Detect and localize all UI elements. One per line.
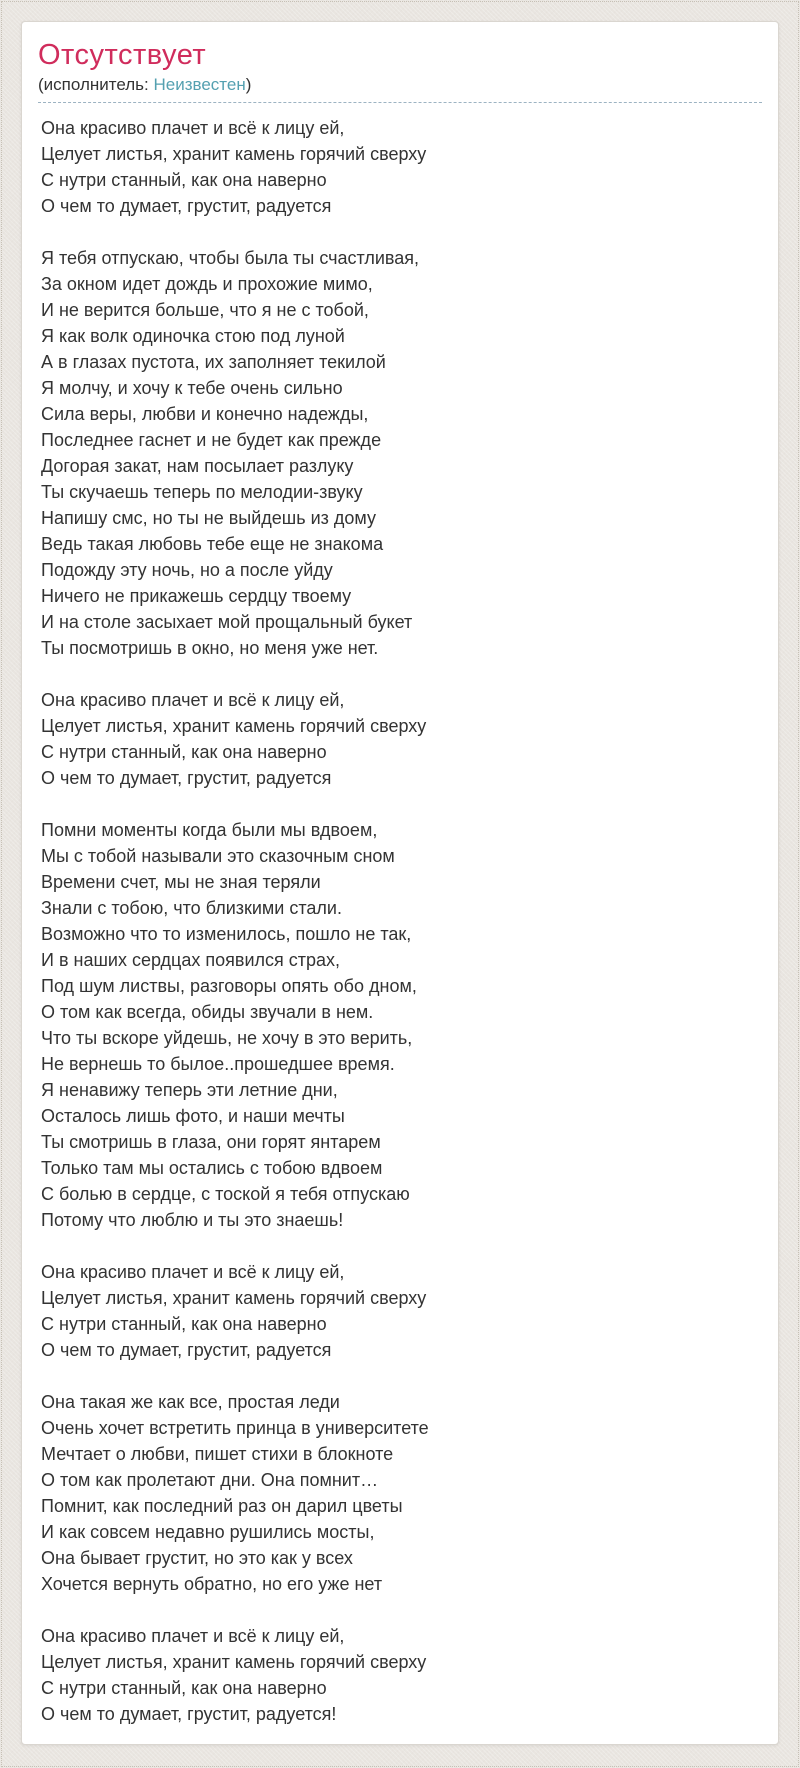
lyric-line: Очень хочет встретить принца в университете — [41, 1418, 429, 1438]
lyric-line: Я как волк одиночка стою под луной — [41, 326, 345, 346]
lyric-line: Я тебя отпускаю, чтобы была ты счастливая, — [41, 248, 420, 268]
lyric-line: Ничего не прикажешь сердцу твоему — [41, 586, 352, 606]
lyric-line: Целует листья, хранит камень горячий сверху — [41, 1652, 427, 1672]
lyric-line: Она красиво плачет и всё к лицу ей, — [41, 118, 345, 138]
lyric-line: Она бывает грустит, но это как у всех — [41, 1548, 353, 1568]
lyric-line: С нутри станный, как она наверно — [41, 1678, 327, 1698]
lyric-line: С болью в сердце, с тоской я тебя отпускаю — [41, 1184, 410, 1204]
lyric-line: Она такая же как все, простая леди — [41, 1392, 340, 1412]
lyric-line: С нутри станный, как она наверно — [41, 1314, 327, 1334]
lyric-line: О том как всегда, обиды звучали в нем. — [41, 1002, 374, 1022]
stanza — [41, 817, 762, 1233]
lyric-line: О чем то думает, грустит, радуется — [41, 768, 332, 788]
lyric-line: Целует листья, хранит камень горячий сверху — [41, 716, 427, 736]
lyric-line: Целует листья, хранит камень горячий сверху — [41, 1288, 427, 1308]
artist-subtitle — [38, 74, 762, 95]
lyric-line: Ты смотришь в глаза, они горят янтарем — [41, 1132, 381, 1152]
lyric-line: Подожду эту ночь, но а после уйду — [41, 560, 333, 580]
lyric-line: Времени счет, мы не зная теряли — [41, 872, 321, 892]
lyric-line: Ведь такая любовь тебе еще не знакома — [41, 534, 384, 554]
lyric-line: Под шум листвы, разговоры опять обо дном, — [41, 976, 417, 996]
lyric-line: Целует листья, хранит камень горячий сверху — [41, 144, 427, 164]
lyric-line: Помни моменты когда были мы вдвоем, — [41, 820, 378, 840]
lyrics-card — [21, 21, 779, 1745]
lyric-line: О чем то думает, грустит, радуется — [41, 196, 332, 216]
lyric-line: Последнее гаснет и не будет как прежде — [41, 430, 382, 450]
lyric-line: А в глазах пустота, их заполняет текилой — [41, 352, 386, 372]
lyric-line: Она красиво плачет и всё к лицу ей, — [41, 1626, 345, 1646]
lyric-line: Догорая закат, нам посылает разлуку — [41, 456, 354, 476]
lyric-line: Только там мы остались с тобою вдвоем — [41, 1158, 383, 1178]
lyric-line: Не вернешь то былое..прошедшее время. — [41, 1054, 395, 1074]
lyric-line: Что ты вскоре уйдешь, не хочу в это верить, — [41, 1028, 413, 1048]
lyric-line: Я ненавижу теперь эти летние дни, — [41, 1080, 338, 1100]
lyric-line: С нутри станный, как она наверно — [41, 170, 327, 190]
lyric-line: С нутри станный, как она наверно — [41, 742, 327, 762]
stanza — [41, 245, 762, 661]
stanza — [41, 687, 762, 791]
stanza — [41, 1623, 762, 1727]
lyric-line: И в наших сердцах появился страх, — [41, 950, 341, 970]
stanza — [41, 1389, 762, 1597]
lyric-line: Она красиво плачет и всё к лицу ей, — [41, 1262, 345, 1282]
lyric-line: Мечтает о любви, пишет стихи в блокноте — [41, 1444, 394, 1464]
lyric-line: И на столе засыхает мой прощальный букет — [41, 612, 413, 632]
lyric-line: Ты скучаешь теперь по мелодии-звуку — [41, 482, 363, 502]
lyric-line: Мы с тобой называли это сказочным сном — [41, 846, 395, 866]
lyric-line: Сила веры, любви и конечно надежды, — [41, 404, 369, 424]
subtitle-suffix: ) — [245, 75, 252, 94]
stanza — [41, 1259, 762, 1363]
lyric-line: Осталось лишь фото, и наши мечты — [41, 1106, 345, 1126]
lyric-line: Знали с тобою, что близкими стали. — [41, 898, 342, 918]
subtitle-prefix: (исполнитель: — [38, 75, 154, 94]
lyric-line: Она красиво плачет и всё к лицу ей, — [41, 690, 345, 710]
stanza — [41, 115, 762, 219]
lyric-line: Потому что люблю и ты это знаешь! — [41, 1210, 344, 1230]
lyrics-text — [38, 103, 762, 1727]
lyric-line: О чем то думает, грустит, радуется — [41, 1340, 332, 1360]
lyric-line: Возможно что то изменилось, пошло не так, — [41, 924, 412, 944]
lyric-line: О том как пролетают дни. Она помнит… — [41, 1470, 379, 1490]
song-title: Отсутствует — [38, 39, 207, 71]
lyric-line: Ты посмотришь в окно, но меня уже нет. — [41, 638, 379, 658]
lyric-line: За окном идет дождь и прохожие мимо, — [41, 274, 373, 294]
lyric-line: И не верится больше, что я не с тобой, — [41, 300, 369, 320]
lyric-line: О чем то думает, грустит, радуется! — [41, 1704, 337, 1724]
lyric-line: Хочется вернуть обратно, но его уже нет — [41, 1574, 383, 1594]
song-header — [38, 22, 762, 103]
lyric-line: И как совсем недавно рушились мосты, — [41, 1522, 375, 1542]
lyric-line: Напишу смс, но ты не выйдешь из дому — [41, 508, 377, 528]
lyric-line: Помнит, как последний раз он дарил цветы — [41, 1496, 403, 1516]
artist-link[interactable]: Неизвестен — [153, 75, 246, 94]
lyric-line: Я молчу, и хочу к тебе очень сильно — [41, 378, 343, 398]
